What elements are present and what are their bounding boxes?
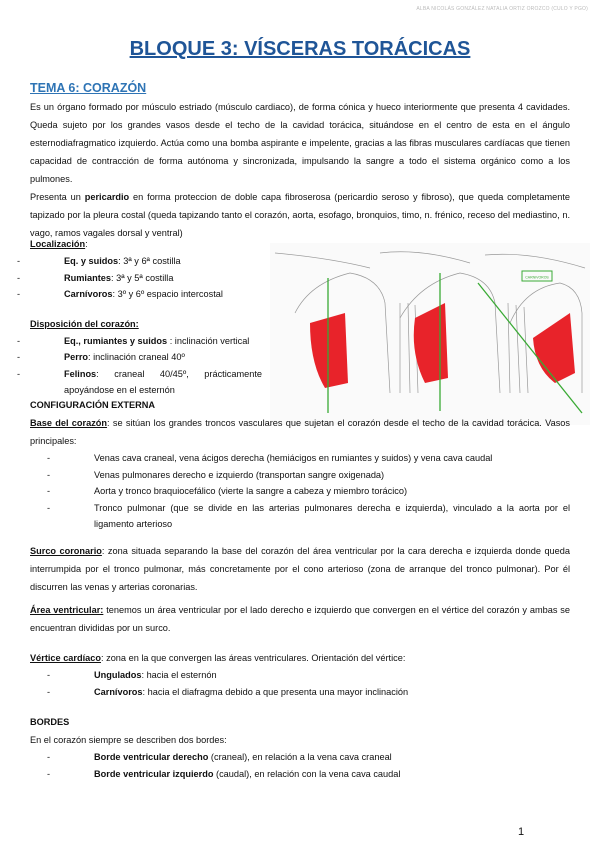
- list-item: - Venas cava craneal, vena ácigos derecha (hemiácigos en rumiantes y suidos) y vena cava caudal: [60, 450, 570, 467]
- list-item: - Borde ventricular derecho (craneal), en relación a la vena cava craneal: [60, 749, 570, 766]
- list-item: - Borde ventricular izquierdo (caudal), en relación con la vena cava caudal: [60, 766, 570, 783]
- list-item: - Carnívoros: hacia el diafragma debido a que presenta una mayor inclinación: [60, 684, 570, 701]
- header-note: ALBA NICOLÁS GONZÁLEZ NATALIA ORTIZ OROZCO (CULO Y PGO): [416, 6, 588, 12]
- list-item: - Eq., rumiantes y suidos : inclinación vertical: [30, 333, 262, 350]
- localizacion-section: Localización: - Eq. y suidos: 3ª y 6ª costilla - Rumiantes: 3ª y 5ª costilla - Carnívoros: 3º y 6º espacio intercostal Disposición del corazón: - Eq., rumiantes y suidos : inclinación vertical - Perro: inclinación craneal 40º - Felinos: craneal 40/45º, prácticamente apoyándose en el esternón: [30, 235, 262, 399]
- surco-paragraph: Surco coronario: zona situada separando la base del corazón del área ventricular por la cara derecha e izquierda donde queda interrumpida por el tronco pulmonar, más concretamente por el cono arterioso (zona de arranque del tronco pulmonar). Por él discurren las venas y arterias coronarias.: [30, 546, 570, 592]
- list-item: - Perro: inclinación craneal 40º: [30, 349, 262, 366]
- area-paragraph: Área ventricular: tenemos un área ventricular por el lado derecho e izquierdo que convergen en el vértice del corazón y ambas se encuentran divididas por un surco.: [30, 605, 571, 633]
- vertice-section: Vértice cardíaco: zona en la que convergen las áreas ventriculares. Orientación del vértice: - Ungulados: hacia el esternón - Carnívoros: hacia el diafragma debido a que presenta una mayor inclinación: [30, 649, 570, 700]
- list-item: - Ungulados: hacia el esternón: [60, 667, 570, 684]
- bordes-section: BORDES En el corazón siempre se describen dos bordes: - Borde ventricular derecho (craneal), en relación a la vena cava craneal - Borde ventricular izquierdo (caudal), en relación con la vena cava caudal: [30, 713, 570, 782]
- section-heading: TEMA 6: CORAZÓN: [30, 81, 147, 95]
- configuracion-section: CONFIGURACIÓN EXTERNA Base del corazón: se sitúan los grandes troncos vasculares que sujetan el corazón desde el techo de la cavidad torácica. Vasos principales: - Venas cava craneal, vena ácigos derecha (hemiácigos en rumiantes y suidos) y vena cava caudal - Venas pulmonares derecho e izquierdo (transportan sangre oxigenada) - Aorta y tronco braquiocefálico (vierte la sangre a cabeza y miembro torácico) - Tronco pulmonar (que se divide en las arterias pulmonares derecha e izquierda), vinculado a la aorta por el ligamento arterioso: [30, 396, 570, 533]
- page-number: 1: [518, 826, 525, 838]
- list-item: - Aorta y tronco braquiocefálico (vierte la sangre a cabeza y miembro torácico): [60, 483, 570, 500]
- list-item: - Carnívoros: 3º y 6º espacio intercostal: [30, 286, 262, 303]
- list-item: - Rumiantes: 3ª y 5ª costilla: [30, 270, 262, 287]
- list-item: - Tronco pulmonar (que se divide en las arterias pulmonares derecha e izquierda), vinculado a la aorta por el ligamento arterioso: [60, 500, 570, 533]
- list-item: - Felinos: craneal 40/45º, prácticamente apoyándose en el esternón: [30, 366, 262, 399]
- pericardio-paragraph: Presenta un pericardio en forma proteccion de doble capa fibroserosa (pericardio seroso y fibroso), que queda completamente tapizado por la pleura costal (queda tapizando tanto el corazón, aorta, esofago, bronquios, timo, n. frénico, receso del mediastino, n. vago, ramos vagales dorsal y ventral): [30, 192, 570, 238]
- list-item: - Venas pulmonares derecho e izquierdo (transportan sangre oxigenada): [60, 467, 570, 484]
- list-item: - Eq. y suidos: 3ª y 6ª costilla: [30, 253, 262, 270]
- page-title: BLOQUE 3: VÍSCERAS TORÁCICAS: [129, 38, 471, 60]
- intro-paragraph: Es un órgano formado por músculo estriado (músculo cardiaco), de forma cónica y hueco interiormente que presenta 4 cavidades. Queda sujeto por los grandes vasos desde el techo de la cavidad torácica, situándose en el centro de esta en el ángulo esternodiafragmatico izquierdo. Actúa como una bomba aspirante e impelente, gracias a las fibras musculares cardíacas que tienen capacidad de contracción de forma autónoma y sincronizada, impulsando la sangre a todo el sistema orgánico como a los pulmones. Presenta un pericardio en forma proteccion de doble capa fibroserosa (pericardio seroso y fibroso), que queda completamente tapizado por la pleura costal (queda tapizando tanto el corazón, aorta, esofago, bronquios, timo, n. frénico, receso del mediastino, n. vago, ramos vagales dorsal y ventral): [30, 98, 570, 242]
- figure-label: CARNIVOROS: [525, 275, 549, 280]
